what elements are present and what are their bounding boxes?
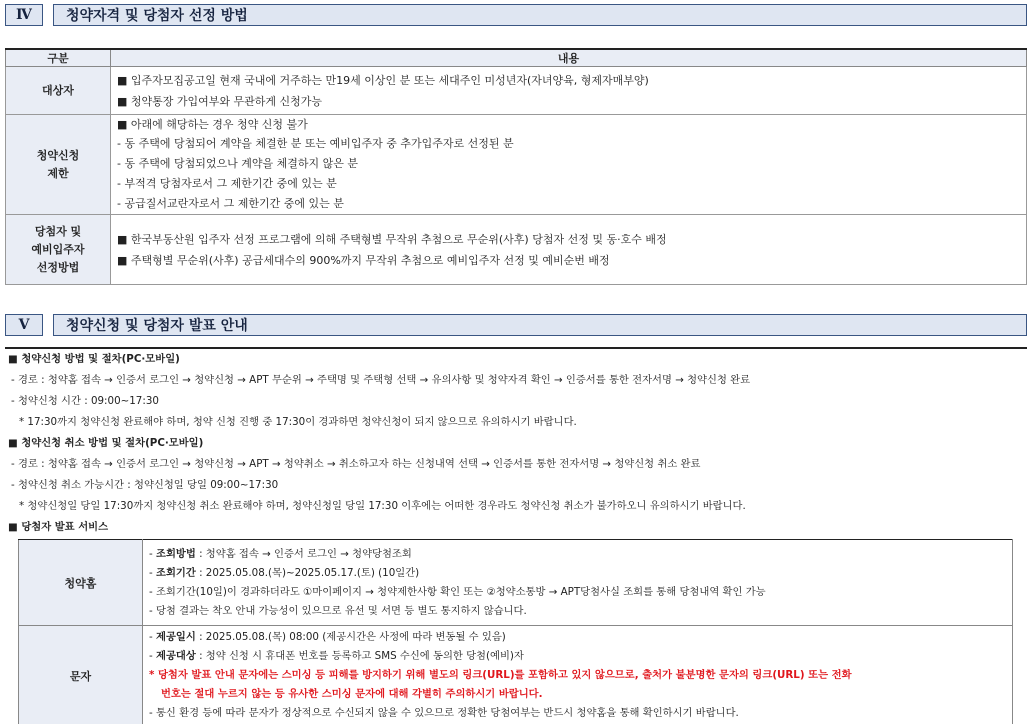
service-line: - 조회기간 : 2025.05.08.(목)~2025.05.17.(토) (10일간) xyxy=(149,566,420,579)
guide-line: - 경로 : 청약홈 접속 → 인증서 로그인 → 청약신청 → APT 무순위 → 주택명 및 주택형 선택 → 유의사항 및 청약자격 확인 → 인증서를 통한 전자서명 → 청약신청 완료 xyxy=(11,374,751,386)
subsection-heading: ■ 당첨자 발표 서비스 xyxy=(8,521,109,533)
service-label-sms: 문자 xyxy=(19,626,143,724)
service-key: 조회방법 xyxy=(156,547,196,560)
content-line: ■ 주택형별 무순위(사후) 공급세대수의 900%까지 무작위 추첨으로 예비입주자 선정 및 예비순번 배정 xyxy=(117,253,610,267)
smishing-warning: * 당첨자 발표 안내 문자에는 스미싱 등 피해를 방지하기 위해 별도의 링크(URL)를 포함하고 있지 않으므로, 출처가 불분명한 문자의 링크(URL) 또는 전화 xyxy=(149,669,852,681)
col-category-header: 구분 xyxy=(6,49,111,67)
service-line: - 당첨 결과는 착오 안내 가능성이 있으므로 유선 및 서면 등 별도 통지하지 않습니다. xyxy=(149,604,527,617)
section-5-title: 청약신청 및 당첨자 발표 안내 xyxy=(53,314,1027,336)
service-line: - 통신 환경 등에 따라 문자가 정상적으로 수신되지 않을 수 있으므로 정확한 당첨여부는 반드시 청약홈을 통해 확인하시기 바랍니다. xyxy=(149,707,739,719)
service-value: : 청약 신청 시 휴대폰 번호를 등록하고 SMS 수신에 동의한 당첨(예비)자 xyxy=(195,650,524,662)
section-5-header xyxy=(5,314,1027,336)
guide-note: * 청약신청일 당일 17:30까지 청약신청 취소 완료해야 하며, 청약신청일 당일 17:30 이후에는 어떠한 경우라도 청약신청 취소가 불가하오니 유의하시기 바랍니다. xyxy=(19,500,746,512)
table-row xyxy=(6,67,1027,115)
label-line: 청약신청 xyxy=(36,148,80,162)
subsection-heading: ■ 청약신청 방법 및 절차(PC·모바일) xyxy=(8,353,180,365)
guide-line: - 청약신청 취소 가능시간 : 청약신청일 당일 09:00~17:30 xyxy=(11,479,279,491)
service-line: - 조회기간(10일)이 경과하더라도 ①마이페이지 → 청약제한사항 확인 또는 ②청약소통방 → APT당첨사실 조회를 통해 당첨내역 확인 가능 xyxy=(149,585,766,598)
service-key: 조회기간 xyxy=(156,566,196,579)
row-content xyxy=(111,215,1027,285)
table-row xyxy=(6,115,1027,215)
application-guide xyxy=(5,347,1027,538)
service-line: - 제공일시 : 2025.05.08.(목) 08:00 (제공시간은 사정에 따라 변동될 수 있음) xyxy=(149,631,506,643)
service-line: - 제공대상 : 청약 신청 시 휴대폰 번호를 등록하고 SMS 수신에 동의한 당첨(예비)자 xyxy=(149,650,524,662)
content-line: ■ 한국부동산원 입주자 선정 프로그램에 의해 주택형별 무작위 추첨으로 무순위(사후) 당첨자 선정 및 동·호수 배정 xyxy=(117,232,667,246)
smishing-warning: 번호는 절대 누르지 않는 등 유사한 스미싱 문자에 대해 각별히 주의하시기 바랍니다. xyxy=(161,688,543,700)
label-line: 당첨자 및 xyxy=(34,224,82,238)
label-line: 제한 xyxy=(47,166,69,180)
content-line: - 공급질서교란자로서 그 제한기간 중에 있는 분 xyxy=(117,196,344,210)
content-line: ■ 입주자모집공고일 현재 국내에 거주하는 만19세 이상인 분 또는 세대주인 미성년자(자녀양육, 형제자매부양) xyxy=(117,73,649,87)
service-line: - 조회방법 : 청약홈 접속 → 인증서 로그인 → 청약당첨조회 xyxy=(149,547,412,560)
service-value: : 2025.05.08.(목)~2025.05.17.(토) (10일간) xyxy=(195,566,420,579)
service-key: 제공일시 xyxy=(156,631,196,643)
section-4-number: Ⅳ xyxy=(5,4,43,26)
section-4-header xyxy=(5,4,1027,26)
label-line: 예비입주자 xyxy=(31,242,85,256)
row-content xyxy=(111,67,1027,115)
label-line: 선정방법 xyxy=(36,260,80,274)
guide-note: * 17:30까지 청약신청 완료해야 하며, 청약 신청 진행 중 17:30이 경과하면 청약신청이 되지 않으므로 유의하시기 바랍니다. xyxy=(19,416,577,428)
content-line: - 동 주택에 당첨되어 계약을 체결한 분 또는 예비입주자 중 추가입주자로 선정된 분 xyxy=(117,136,514,150)
content-line: - 동 주택에 당첨되었으나 계약을 체결하지 않은 분 xyxy=(117,156,358,170)
table-row xyxy=(19,540,1013,626)
row-label-selection xyxy=(6,215,111,285)
table-row xyxy=(6,215,1027,285)
content-line: ■ 아래에 해당하는 경우 청약 신청 불가 xyxy=(117,117,308,131)
service-key: 제공대상 xyxy=(156,650,196,662)
section-5-number: Ⅴ xyxy=(5,314,43,336)
table-header-row xyxy=(6,49,1027,67)
guide-line: - 청약신청 시간 : 09:00~17:30 xyxy=(11,395,159,407)
section-4-title: 청약자격 및 당첨자 선정 방법 xyxy=(53,4,1027,26)
service-content-sms xyxy=(143,626,1013,724)
content-line: - 부적격 당첨자로서 그 제한기간 중에 있는 분 xyxy=(117,176,337,190)
row-content xyxy=(111,115,1027,215)
table-row xyxy=(19,626,1013,724)
service-value: : 2025.05.08.(목) 08:00 (제공시간은 사정에 따라 변동될 수 있음) xyxy=(195,631,506,643)
guide-line: - 경로 : 청약홈 접속 → 인증서 로그인 → 청약신청 → APT → 청약취소 → 취소하고자 하는 신청내역 선택 → 인증서를 통한 전자서명 → 청약신청 취소 완료 xyxy=(11,458,701,470)
row-label-restriction xyxy=(6,115,111,215)
row-label-target: 대상자 xyxy=(6,67,111,115)
qualification-table xyxy=(5,48,1027,285)
service-value: : 청약홈 접속 → 인증서 로그인 → 청약당첨조회 xyxy=(195,547,412,560)
announcement-service-table xyxy=(18,539,1013,724)
col-content-header: 내용 xyxy=(111,49,1027,67)
service-label-home: 청약홈 xyxy=(19,540,143,626)
content-line: ■ 청약통장 가입여부와 무관하게 신청가능 xyxy=(117,94,323,108)
service-content-home xyxy=(143,540,1013,626)
subsection-heading: ■ 청약신청 취소 방법 및 절차(PC·모바일) xyxy=(8,437,204,449)
